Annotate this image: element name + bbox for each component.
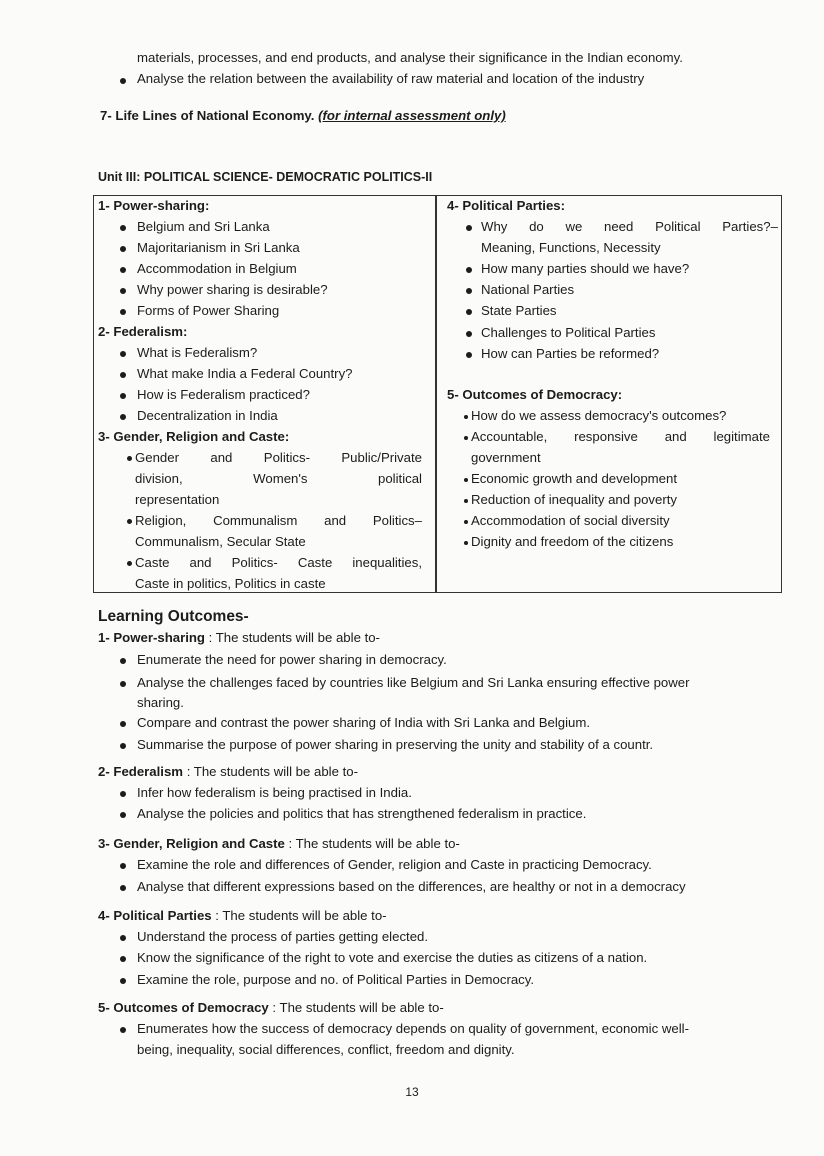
bullet (466, 288, 472, 294)
bullet (120, 721, 126, 727)
list-item: Accommodation in Belgium (137, 261, 297, 276)
list-item: What make India a Federal Country? (137, 366, 353, 381)
outcome-title: 3- Gender, Religion and Caste (98, 836, 285, 851)
word: Politics– (372, 513, 422, 528)
list-item: Compare and contrast the power sharing of India with Sri Lanka and Belgium. (137, 715, 591, 730)
list-item: Belgium and Sri Lanka (137, 219, 270, 234)
bullet (464, 499, 468, 503)
word: Parties?– (722, 219, 778, 234)
raw-material-bullet: Analyse the relation between the availability of raw material and location of the industry (137, 71, 645, 86)
list-item: Understand the process of parties getting elected. (137, 929, 429, 944)
bullet (120, 309, 126, 315)
word: do (529, 219, 544, 234)
bullet (120, 812, 126, 818)
bullet (466, 267, 472, 273)
outcome-3-heading (98, 836, 460, 851)
list-item: Examine the role and differences of Gender, religion and Caste in practicing Democracy. (137, 857, 652, 872)
bullet (127, 561, 132, 566)
why-parties-line1 (481, 219, 778, 234)
list-item: Reduction of inequality and poverty (471, 492, 678, 507)
item-7-label: 7- Life Lines of National Economy. (100, 108, 315, 123)
federalism-title: 2- Federalism: (98, 324, 188, 339)
page-number: 13 (405, 1085, 419, 1099)
outcome-title: 2- Federalism (98, 764, 184, 779)
bullet (120, 863, 126, 869)
word: and (210, 450, 233, 465)
bullet (120, 78, 126, 84)
bullet (120, 956, 126, 962)
list-item: Know the significance of the right to vote and exercise the duties as citizens of a nation. (137, 950, 648, 965)
item-7-note: (for internal assessment only) (318, 108, 506, 123)
bullet (120, 681, 126, 687)
word: Religion, (135, 513, 187, 528)
power-sharing-title: 1- Power-sharing: (98, 198, 210, 213)
list-item: Economic growth and development (471, 471, 677, 486)
list-item: Analyse that different expressions based on the differences, are healthy or not in a democracy (137, 879, 686, 894)
accountable-line1 (471, 429, 770, 444)
item-7-lifelines (100, 108, 506, 123)
list-item: National Parties (481, 282, 575, 297)
list-item: Summarise the purpose of power sharing in preserving the unity and stability of a countr. (137, 737, 654, 752)
bullet (127, 456, 132, 461)
bullet (466, 331, 472, 337)
continuation-line: materials, processes, and end products, and analyse their significance in the Indian economy. (137, 50, 683, 65)
list-item: Infer how federalism is being practised in India. (137, 785, 412, 800)
gender-politics-line1 (135, 450, 422, 465)
bullet (120, 372, 126, 378)
word: responsive (574, 429, 638, 444)
word: Caste (135, 555, 170, 570)
word: Public/Private (341, 450, 422, 465)
bullet (464, 520, 468, 524)
word: Politics- (263, 450, 310, 465)
list-item: State Parties (481, 303, 557, 318)
political-parties-title: 4- Political Parties: (447, 198, 565, 213)
list-item: Enumerate the need for power sharing in democracy. (137, 652, 447, 667)
bullet (120, 1027, 126, 1033)
bullet (464, 541, 468, 545)
word: need (604, 219, 634, 234)
gender-religion-caste-title: 3- Gender, Religion and Caste: (98, 429, 290, 444)
bullet (120, 246, 126, 252)
bullet (120, 288, 126, 294)
outcome-title: 4- Political Parties (98, 908, 212, 923)
able-to-text: : The students will be able to- (211, 908, 387, 923)
word: political (378, 471, 422, 486)
word: Communalism (213, 513, 298, 528)
bullet (466, 309, 472, 315)
bullet (120, 978, 126, 984)
able-to-text: : The students will be able to- (268, 1000, 444, 1015)
list-item: Forms of Power Sharing (137, 303, 280, 318)
bullet (120, 885, 126, 891)
gender-politics-line2 (135, 471, 422, 486)
bullet (120, 225, 126, 231)
learning-outcomes-heading: Learning Outcomes- (98, 608, 249, 625)
word: and (189, 555, 212, 570)
list-item: How is Federalism practiced? (137, 387, 310, 402)
word: and (664, 429, 687, 444)
word: Women's (253, 471, 308, 486)
outcome-title: 5- Outcomes of Democracy (98, 1000, 269, 1015)
religion-line1 (135, 513, 422, 528)
list-item: Why power sharing is desirable? (137, 282, 328, 297)
word: and (324, 513, 347, 528)
word: Why (481, 219, 508, 234)
list-item: What is Federalism? (137, 345, 258, 360)
caste-line1 (135, 555, 422, 570)
word: Caste (297, 555, 333, 570)
word: Accountable, (471, 429, 548, 444)
word: we (565, 219, 583, 234)
word: division, (135, 471, 183, 486)
list-item-cont: being, inequality, social differences, conflict, freedom and dignity. (137, 1042, 515, 1057)
outcome-4-heading (98, 908, 387, 923)
list-item: Examine the role, purpose and no. of Political Parties in Democracy. (137, 972, 535, 987)
bullet (120, 743, 126, 749)
outcome-5-heading (98, 1000, 444, 1015)
list-item: Decentralization in India (137, 408, 278, 423)
bullet (120, 393, 126, 399)
bullet (466, 352, 472, 358)
gender-politics-line3: representation (135, 492, 220, 507)
bullet (120, 658, 126, 664)
bullet (464, 436, 468, 440)
list-item: How do we assess democracy's outcomes? (471, 408, 727, 423)
word: Politics- (231, 555, 278, 570)
list-item: Challenges to Political Parties (481, 325, 656, 340)
list-item: Analyse the policies and politics that has strengthened federalism in practice. (137, 806, 587, 821)
bullet (464, 478, 468, 482)
bullet (120, 935, 126, 941)
list-item: Dignity and freedom of the citizens (471, 534, 674, 549)
bullet (464, 415, 468, 419)
bullet (120, 267, 126, 273)
able-to-text: : The students will be able to- (284, 836, 460, 851)
able-to-text: : The students will be able to- (205, 630, 380, 645)
caste-line2: Caste in politics, Politics in caste (135, 576, 326, 591)
list-item: Accommodation of social diversity (471, 513, 670, 528)
outcomes-democracy-title: 5- Outcomes of Democracy: (447, 387, 623, 402)
word: legitimate (713, 429, 770, 444)
list-item: Analyse the challenges faced by countries like Belgium and Sri Lanka ensuring effective power (137, 675, 690, 690)
able-to-text: : The students will be able to- (183, 764, 358, 779)
word: inequalities, (352, 555, 422, 570)
table-column-divider (435, 196, 437, 592)
list-item: How many parties should we have? (481, 261, 690, 276)
list-item: How can Parties be reformed? (481, 346, 660, 361)
bullet (466, 225, 472, 231)
outcome-title: 1- Power-sharing (98, 630, 205, 645)
accountable-line2: government (471, 450, 541, 465)
outcome-1-heading (98, 630, 380, 645)
list-item: Enumerates how the success of democracy depends on quality of government, economic well- (137, 1021, 689, 1036)
bullet (120, 351, 126, 357)
word: Political (655, 219, 701, 234)
unit-title: Unit III: POLITICAL SCIENCE- DEMOCRATIC POLITICS-II (98, 170, 433, 184)
bullet (120, 791, 126, 797)
bullet (120, 414, 126, 420)
bullet (127, 519, 132, 524)
outcome-2-heading (98, 764, 358, 779)
list-item: Majoritarianism in Sri Lanka (137, 240, 300, 255)
why-parties-line2: Meaning, Functions, Necessity (481, 240, 661, 255)
word: Gender (135, 450, 179, 465)
religion-line2: Communalism, Secular State (135, 534, 306, 549)
list-item-cont: sharing. (137, 695, 184, 710)
